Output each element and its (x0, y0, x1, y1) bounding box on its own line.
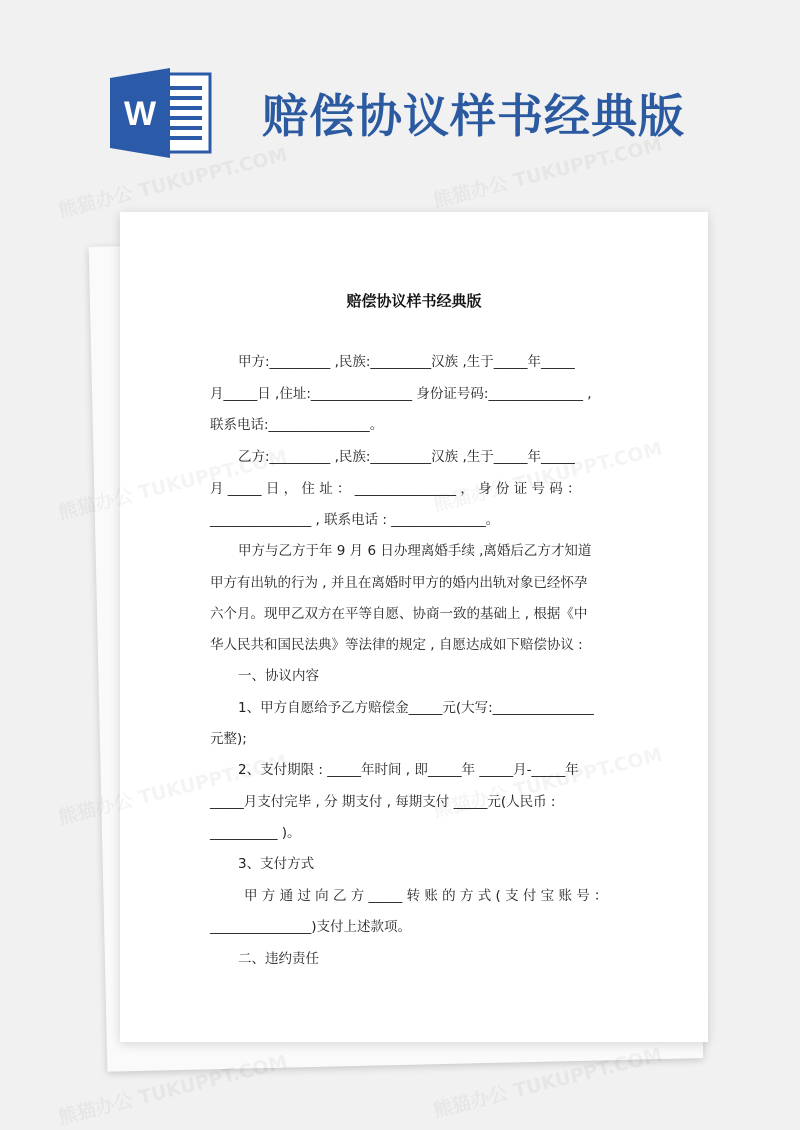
banner (0, 0, 800, 200)
text-line: 月_____日 ,住址:_______________ 身份证号码:______________ , (210, 386, 592, 402)
text-line: 甲方有出轨的行为 , 并且在离婚时甲方的婚内出轨对象已经怀孕 (210, 575, 588, 591)
text-line: 甲 方 通 过 向 乙 方 _____ 转 账 的 方 式 ( 支 付 宝 账 号 ： (244, 888, 608, 904)
text-line: 六个月。现甲乙双方在平等自愿、协商一致的基础上 , 根据《中 (210, 606, 588, 622)
section-heading: 3、支付方式 (238, 856, 315, 872)
text-line: 月 _____ 日 ， 住 址 ： _______________ ， 身 份 证 号 码 ： (210, 481, 581, 497)
text-line: 乙方:_________ ,民族:_________汉族 ,生于_____年_____ (238, 449, 575, 465)
word-logo-icon (110, 68, 214, 158)
text-line: 联系电话:_______________。 (210, 417, 384, 433)
text-line: _____月支付完毕 , 分 期支付 , 每期支付 _____元(人民币 : (210, 794, 556, 810)
section-heading: 一、协议内容 (238, 668, 319, 684)
text-line: 2、支付期限 : _____年时间 , 即_____年 _____月-_____年 (238, 762, 579, 778)
text-line: 甲方与乙方于年 9 月 6 日办理离婚手续 ,离婚后乙方才知道 (238, 543, 592, 559)
banner-title: 赔偿协议样书经典版 (262, 89, 685, 143)
text-line: 甲方:_________ ,民族:_________汉族 ,生于_____年_____ (238, 354, 575, 370)
logo-letter: W (123, 95, 157, 133)
text-line: 元整); (210, 731, 247, 747)
text-line: 1、甲方自愿给予乙方赔偿金_____元(大写:_______________ (238, 700, 594, 716)
section-heading: 二、违约责任 (238, 951, 319, 967)
document-title: 赔偿协议样书经典版 (346, 292, 482, 310)
text-line: _______________ , 联系电话 : ______________。 (210, 512, 500, 528)
text-line: _______________)支付上述款项。 (210, 919, 412, 935)
document-page (120, 212, 708, 1042)
text-line: __________ )。 (210, 825, 301, 841)
text-line: 华人民共和国民法典》等法律的规定 , 自愿达成如下赔偿协议 : (210, 637, 583, 653)
